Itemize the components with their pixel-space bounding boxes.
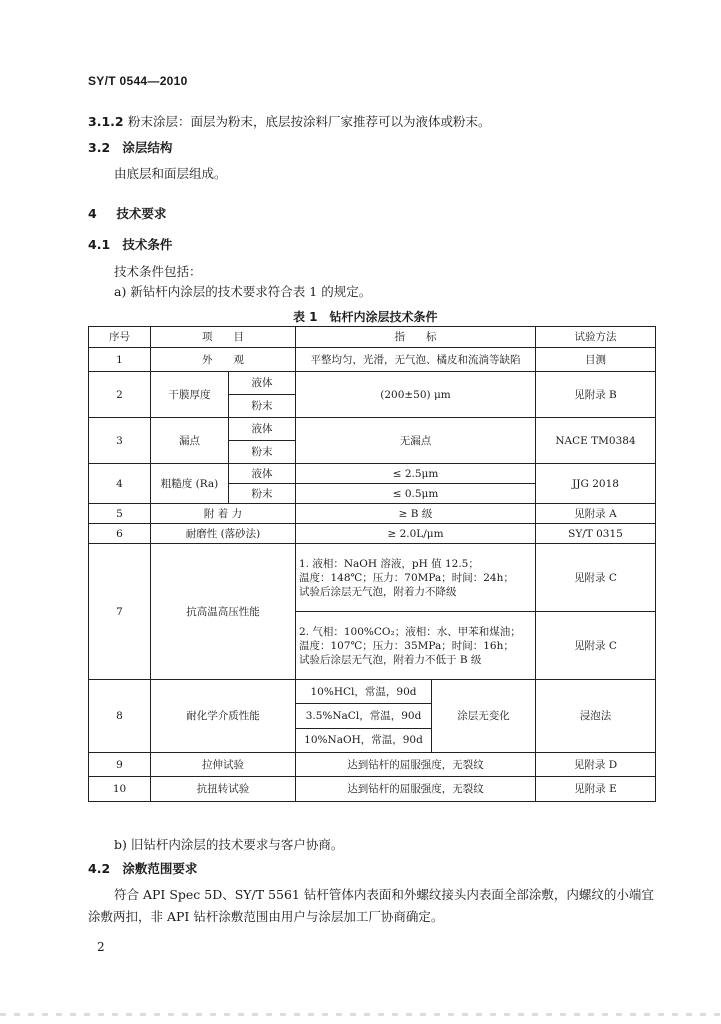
table-row	[89, 372, 656, 395]
technical-conditions-table	[88, 326, 656, 802]
cell-item: 漏点	[151, 418, 229, 464]
table-caption: 表 1 钻杆内涂层技术条件	[293, 310, 438, 324]
document-code-header: SY/T 0544—2010	[88, 74, 188, 88]
cell-method: 见附录 C	[536, 612, 656, 680]
cell-index	[296, 544, 536, 612]
table-row	[89, 777, 656, 802]
cell-no: 2	[89, 372, 151, 418]
medium-hcl: 10%HCl，常温，90d	[296, 680, 431, 704]
cell-no: 8	[89, 680, 151, 753]
header-index: 指 标	[296, 327, 536, 348]
header-item: 项 目	[151, 327, 296, 348]
cell-no: 5	[89, 504, 151, 524]
cell-method: 目测	[536, 348, 656, 372]
medium-nacl: 3.5%NaCl，常温，90d	[296, 704, 431, 728]
cell-method: JJG 2018	[536, 464, 656, 504]
cell-method: NACE TM0384	[536, 418, 656, 464]
cell-index: ≥ 2.0L/μm	[296, 524, 536, 544]
table-header-row	[89, 327, 656, 348]
paragraph-line-2: 涂敷两扣，非 API 钻杆涂敷范围由用户与涂层加工厂协商确定。	[88, 909, 444, 924]
table-row	[89, 464, 656, 484]
cell-item: 附 着 力	[151, 504, 296, 524]
cell-no: 7	[89, 544, 151, 680]
cell-no: 4	[89, 464, 151, 504]
section-number: 4	[88, 206, 97, 221]
header-no: 序号	[89, 327, 151, 348]
section-3-2-heading	[88, 138, 172, 156]
cell-item: 抗扭转试验	[151, 777, 296, 802]
cell-index-split	[296, 680, 536, 753]
cell-index: 平整均匀，光滑，无气泡、橘皮和流淌等缺陷	[296, 348, 536, 372]
section-4-1-intro: 技术条件包括：	[114, 264, 202, 279]
cell-method: 见附录 C	[536, 544, 656, 612]
scan-edge-noise	[0, 1013, 721, 1016]
table-row	[89, 544, 656, 612]
cell-index: 达到钻杆的屈服强度，无裂纹	[296, 777, 536, 802]
index-line: 1. 液相：NaOH 溶液，pH 值 12.5；	[299, 557, 479, 570]
cell-method: 见附录 B	[536, 372, 656, 418]
list-item-b: b) 旧钻杆内涂层的技术要求与客户协商。	[114, 837, 344, 852]
cell-sub: 液体	[229, 372, 296, 395]
table-row	[89, 524, 656, 544]
table-row	[89, 504, 656, 524]
table-row	[89, 753, 656, 777]
cell-item: 耐化学介质性能	[151, 680, 296, 753]
cell-index: ≤ 2.5μm	[296, 464, 536, 484]
cell-index: (200±50) μm	[296, 372, 536, 418]
cell-index: 达到钻杆的屈服强度，无裂纹	[296, 753, 536, 777]
paragraph-line-1: 符合 API Spec 5D、SY/T 5561 钻杆管体内表面和外螺纹接头内表面全部涂敷，内螺纹的小端宜	[114, 887, 654, 902]
cell-item: 拉伸试验	[151, 753, 296, 777]
cell-sub: 粉末	[229, 441, 296, 464]
section-number: 4.2	[88, 861, 111, 876]
cell-no: 1	[89, 348, 151, 372]
medium-naoh: 10%NaOH，常温，90d	[304, 734, 423, 747]
table-row	[89, 680, 656, 704]
section-title: 涂敷范围要求	[122, 861, 198, 876]
table-row	[89, 418, 656, 441]
cell-item: 干膜厚度	[151, 372, 229, 418]
cell-sub: 液体	[229, 464, 296, 484]
cell-method: 见附录 A	[536, 504, 656, 524]
cell-no: 9	[89, 753, 151, 777]
cell-index: ≥ B 级	[296, 504, 536, 524]
index-line: 温度：107℃；压力：35MPa；时间：16h；	[299, 639, 514, 652]
index-line: 2. 气相：100%CO₂；液相：水、甲苯和煤油；	[299, 625, 521, 638]
section-3-2-body: 由底层和面层组成。	[114, 166, 227, 181]
cell-sub: 粉末	[229, 484, 296, 504]
cell-item: 耐磨性 (落砂法)	[151, 524, 296, 544]
cell-sub: 液体	[229, 418, 296, 441]
cell-method: 见附录 D	[536, 753, 656, 777]
section-number: 4.1	[88, 237, 111, 252]
cell-no: 3	[89, 418, 151, 464]
section-4-1-heading	[88, 235, 172, 253]
section-title: 技术条件	[122, 237, 173, 252]
index-line: 试验后涂层无气泡，附着力不低于 B 级	[299, 653, 482, 666]
cell-method: SY/T 0315	[536, 524, 656, 544]
cell-index: 涂层无变化	[457, 710, 510, 722]
section-4-2-heading	[88, 859, 197, 877]
cell-item: 粗糙度 (Ra)	[151, 464, 229, 504]
page-number: 2	[97, 940, 105, 954]
section-4-heading	[88, 204, 166, 222]
section-title: 涂层结构	[122, 140, 173, 155]
cell-method: 见附录 E	[536, 777, 656, 802]
cell-no: 10	[89, 777, 151, 802]
cell-sub: 粉末	[229, 395, 296, 418]
clause-3-1-2	[88, 112, 491, 130]
cell-index: ≤ 0.5μm	[296, 484, 536, 504]
index-line: 试验后涂层无气泡，附着力不降级	[299, 585, 457, 598]
list-item-a: a) 新钻杆内涂层的技术要求符合表 1 的规定。	[114, 284, 372, 299]
cell-item: 外 观	[151, 348, 296, 372]
header-method: 试验方法	[536, 327, 656, 348]
section-number: 3.2	[88, 140, 111, 155]
cell-index: 无漏点	[296, 418, 536, 464]
cell-method: 浸泡法	[536, 680, 656, 753]
section-title: 技术要求	[116, 206, 167, 221]
cell-index	[296, 612, 536, 680]
clause-number: 3.1.2	[88, 114, 124, 129]
cell-item: 抗高温高压性能	[151, 544, 296, 680]
cell-no: 6	[89, 524, 151, 544]
index-line: 温度：148℃；压力：70MPa；时间：24h；	[299, 571, 514, 584]
table-row	[89, 348, 656, 372]
clause-text: 粉末涂层：面层为粉末，底层按涂料厂家推荐可以为液体或粉末。	[127, 114, 491, 129]
